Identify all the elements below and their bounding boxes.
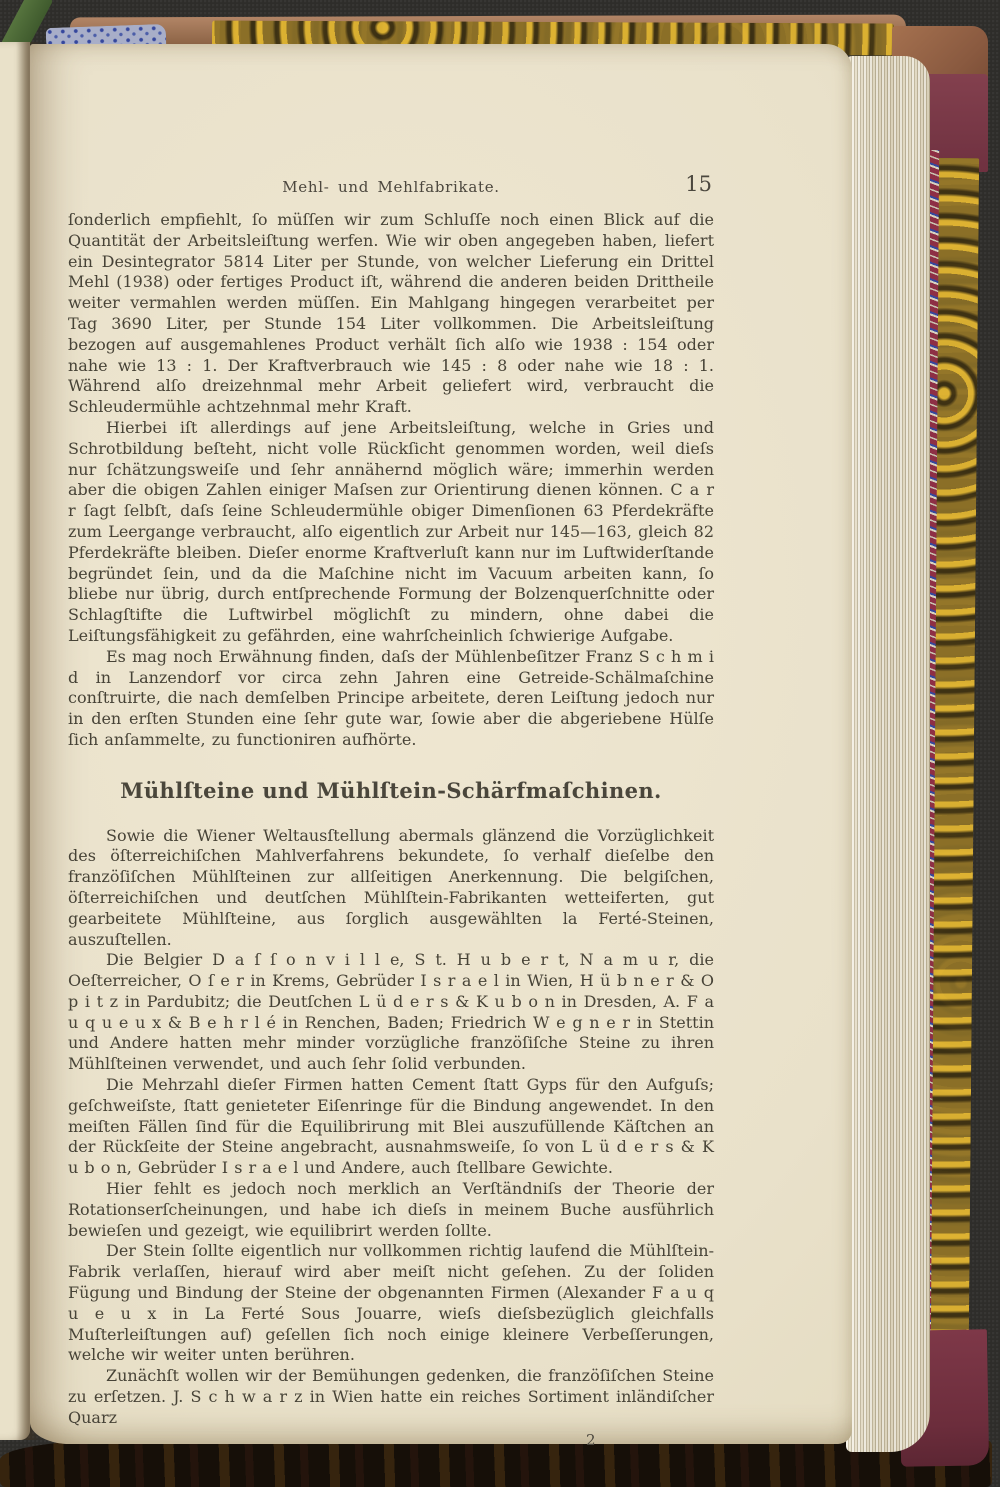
paragraph: Zunächſt wollen wir der Bemühungen gedenken, die franzöſiſchen Steine zu erſetzen. J. S c h w a r z in Wien hatte ein reiches Sortiment inländiſcher Quarz [68,1366,714,1427]
paragraph: Hier fehlt es jedoch noch merklich an Verſtändniſs der Theorie der Rotationserſcheinungen, und habe ich dieſs in meinem Buche ausführlich bewieſen und gezeigt, wie equilibrirt werden ſollte. [68,1179,714,1240]
page-header [68,172,714,206]
fore-edge-page-stack [846,56,930,1452]
book-page [30,44,852,1449]
paragraph: Hierbei iſt allerdings auf jene Arbeitsleiſtung, welche in Gries und Schrotbildung beſteht, nicht volle Rückſicht genommen worden, weil dieſs nur ſchätzungsweiſe und ſehr annähernd möglich wäre; immerhin werden aber die obigen Zahlen einiger Maſsen zur Orientirung dienen können. C a r r ſagt ſelbſt, daſs ſeine Schleudermühle obiger Dimenſionen 63 Pferdekräfte zum Leergange verbraucht, alſo eigentlich zur Arbeit nur 145—163, gleich 82 Pferdekräfte bleiben. Dieſer enorme Kraftverluſt kann nur im Luftwiderſtande begründet ſein, und da die Maſchine nicht im Vacuum arbeiten kann, ſo bliebe nur übrig, durch entſprechende Formung der Bolzenquerſchnitte oder Schlagſtifte die Luftwirbel möglichſt zu mindern, ohne dabei die Leiſtungsfähigkeit zu gefährden, eine wahrſcheinlich ſchwierige Aufgabe. [68,417,714,645]
running-title: Mehl- und Mehlfabrikate. [282,178,500,196]
page-number: 15 [685,172,712,196]
paragraph: Die Mehrzahl dieſer Firmen hatten Cement ſtatt Gyps für den Aufguſs; geſchweiſste, ſtatt genieteter Eiſenringe für die Bindung angewendet. In den meiſten Fällen ſind für die Equilibrirung mit Blei auszufüllende Käſtchen an der Rückſeite der Steine angebracht, ausnahmsweiſe, ſo von L ü d e r s & K u b o n, Gebrüder I s r a e l und Andere, auch ſtellbare Gewichte. [68,1075,714,1178]
paragraph: ſonderlich empfiehlt, ſo müſſen wir zum Schluſſe noch einen Blick auf die Quantität der Arbeitsleiſtung werfen. Wie wir oben angegeben haben, liefert ein Desintegrator 5814 Liter per Stunde, von welcher Lieferung ein Drittel Mehl (1938) oder fertiges Product iſt, während die anderen beiden Drittheile weiter vermahlen werden müſſen. Ein Mahlgang hingegen verarbeitet per Tag 3690 Liter, per Stunde 154 Liter vollkommen. Die Arbeitsleiſtung bezogen auf ausgemahlenes Product verhält ſich alſo wie 1938 : 154 oder nahe wie 13 : 1. Der Kraftverbrauch wie 145 : 8 oder nahe wie 18 : 1. Während alſo dreizehnmal mehr Arbeit geliefert wird, verbraucht die Schleudermühle achtzehnmal mehr Kraft. [68,210,714,417]
paragraph: Es mag noch Erwähnung finden, daſs der Mühlenbeſitzer Franz S c h m i d in Lanzendorf vor circa zehn Jahren eine Getreide-Schälmaſchine conſtruirte, die nach demſelben Principe arbeitete, deren Leiſtung jedoch nur in den erſten Stunden eine ſehr gute war, ſowie aber die abgeriebene Hülſe ſich anſammelte, zu functioniren aufhörte. [68,646,714,749]
paragraph: Die Belgier D a ſ ſ o n v i l l e, S t. H u b e r t, N a m u r, die Oeſterreicher, O ſ e r in Krems, Gebrüder I s r a e l in Wien, H ü b n e r & O p i t z in Pardubitz; die Deutſchen L ü d e r s & K u b o n in Dresden, A. F a u q u e u x & B e h r l é in Renchen, Baden; Friedrich W e g n e r in Stettin und Andere hatten mehr minder vorzügliche franzöſiſche Steine zu ihren Mühlſteinen verwendet, und auch ſehr ſolid verbunden. [68,950,714,1074]
text-block [68,210,714,1450]
signature-mark: 2 [586,1430,596,1449]
paragraph: Sowie die Wiener Weltausſtellung abermals glänzend die Vorzüglichkeit des öſterreichiſchen Mahlverfahrens bekundete, ſo verhalf dieſelbe den franzöſiſchen Mühlſteinen zur allſeitigen Anerkennung. Die belgiſchen, öſterreichiſchen und deutſchen Mühlſtein-Fabrikanten wetteiferten, gut gearbeitete Mühlſteine, aus ſorglich ausgewählten la Ferté-Steinen, auszuſtellen. [68,825,714,949]
section-heading: Mühlſteine und Mühlſtein-Schärfmaſchinen. [120,777,662,803]
paragraph: Der Stein ſollte eigentlich nur vollkommen richtig laufend die Mühlſtein-Fabrik verlaſſen, hierauf wird aber meiſt nicht geſehen. Zu der ſoliden Fügung und Bindung der Steine der obgenannten Firmen (Alexander F a u q u e u x in La Ferté Sous Jouarre, wieſs dieſsbezüglich gleichfalls Muſterleiſtungen auf) geſellen ſich noch einige kleinere Verbeſſerungen, welche wir weiter unten berühren. [68,1241,714,1365]
